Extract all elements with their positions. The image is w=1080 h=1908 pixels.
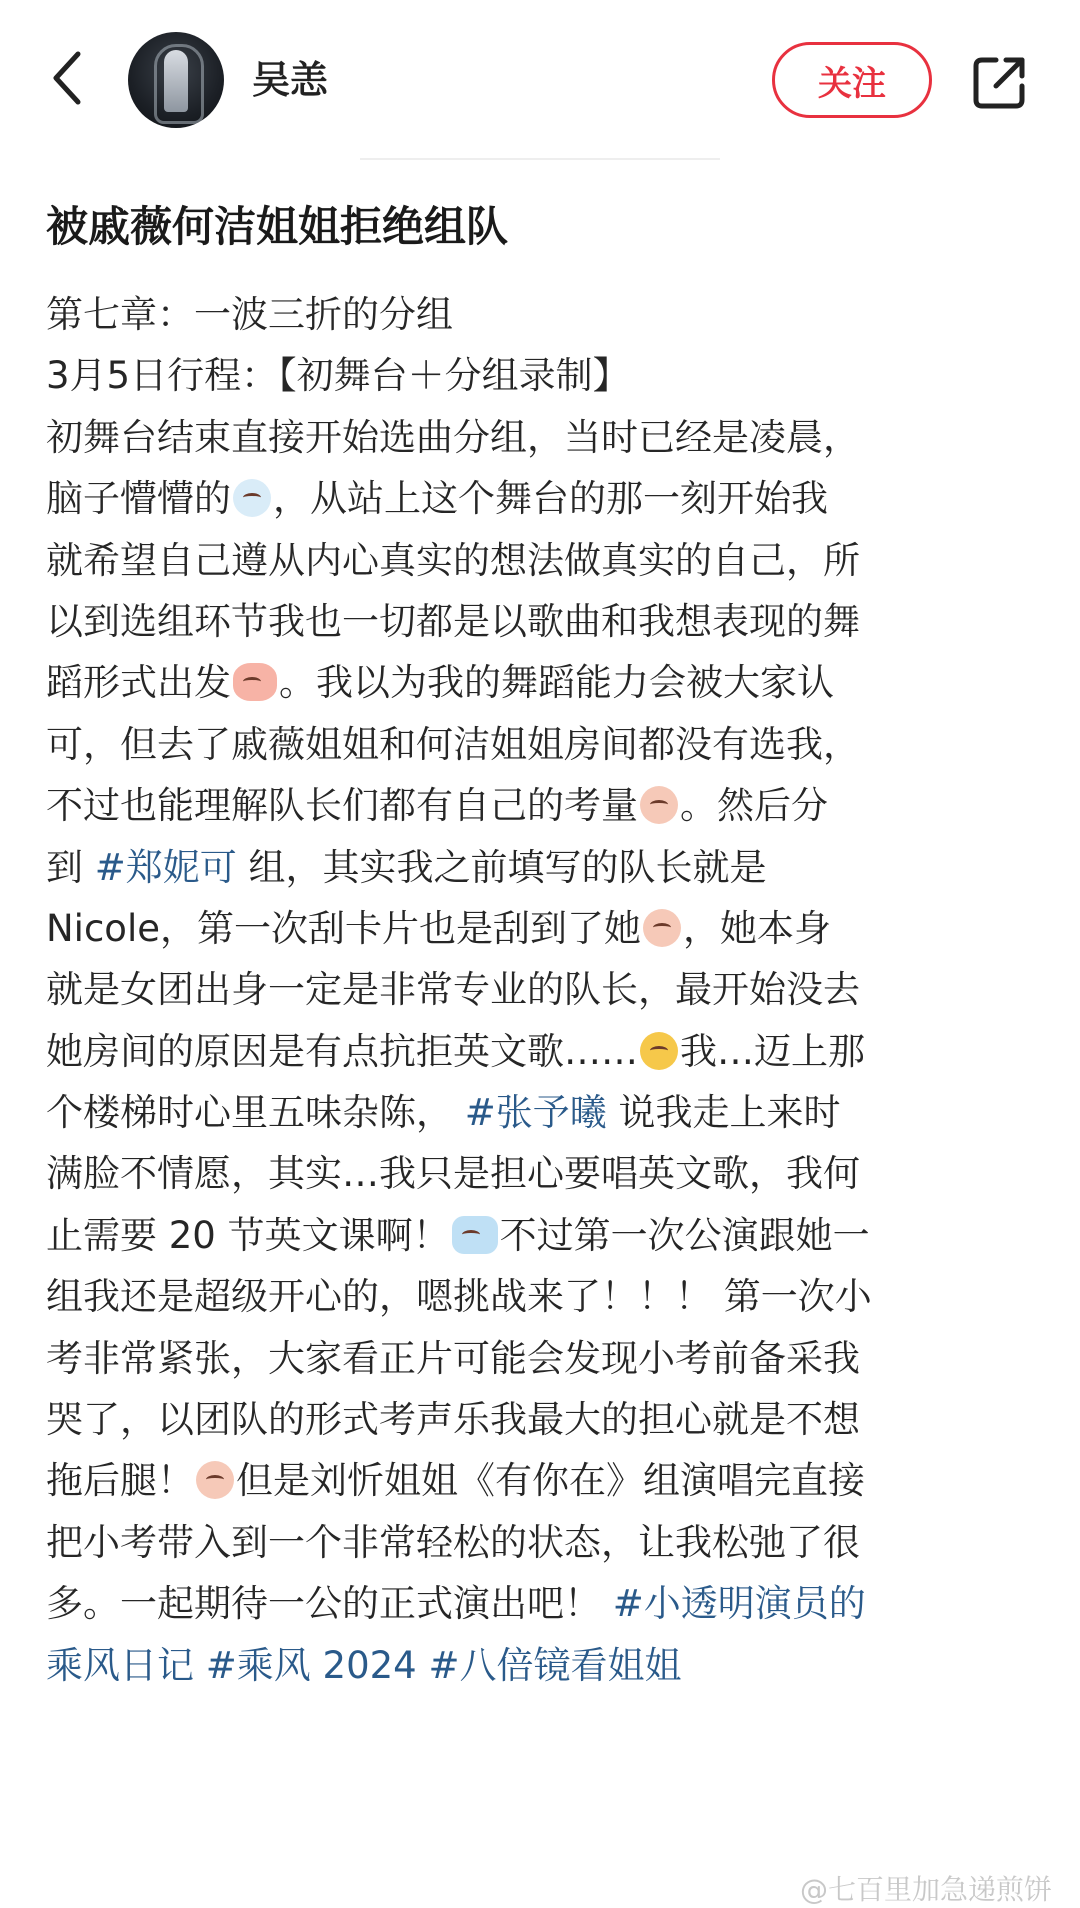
post-text: 止需要 20 节英文课啊！ bbox=[46, 1213, 450, 1257]
cry-emoji-icon bbox=[452, 1216, 498, 1254]
face-emoji-icon bbox=[643, 909, 681, 947]
post-line bbox=[46, 1205, 1046, 1266]
post-text: 满脸不情愿，其实…我只是担心要唱英文歌，我何 bbox=[46, 1152, 860, 1196]
post-text: 不过第一次公演跟她一 bbox=[499, 1213, 870, 1257]
post-text: 拖后腿！ bbox=[46, 1459, 194, 1503]
post-line bbox=[46, 1450, 1046, 1511]
post-text: 哭了，以团队的形式考声乐我最大的担心就是不想 bbox=[46, 1398, 860, 1442]
post-body bbox=[46, 284, 1046, 1696]
post-text: 组，其实我之前填写的队长就是 bbox=[236, 845, 767, 889]
chevron-left-icon bbox=[50, 50, 84, 106]
post-text: 初舞台结束直接开始选曲分组，当时已经是凌晨， bbox=[46, 415, 860, 459]
post-text: 第七章：一波三折的分组 bbox=[46, 293, 453, 336]
hashtag-link[interactable]: #小透明演员的 bbox=[612, 1582, 866, 1626]
hashtag-link[interactable]: #郑妮可 bbox=[94, 845, 237, 889]
post-text: ，从站上这个舞台的那一刻开始我 bbox=[273, 477, 828, 521]
post-line bbox=[46, 1021, 1046, 1082]
post-text bbox=[417, 1644, 429, 1687]
post-text: 把小考带入到一个非常轻松的状态，让我松弛了很 bbox=[46, 1520, 860, 1564]
post-line bbox=[46, 284, 1046, 345]
face-emoji-icon bbox=[640, 786, 678, 824]
post-text: 。我以为我的舞蹈能力会被大家认 bbox=[279, 661, 834, 705]
post-line bbox=[46, 775, 1046, 836]
post-text: 组我还是超级开心的，嗯挑战来了！！！ 第一次小 bbox=[46, 1275, 872, 1319]
share-button[interactable] bbox=[970, 52, 1030, 112]
post-title: 被戚薇何洁姐姐拒绝组队 bbox=[46, 202, 509, 251]
post-text: 但是刘忻姐姐《有你在》组演唱完直接 bbox=[236, 1459, 865, 1503]
post-text: 说我走上来时 bbox=[606, 1091, 841, 1135]
post-text: 可，但去了戚薇姐姐和何洁姐姐房间都没有选我， bbox=[46, 722, 860, 766]
tired-emoji-icon bbox=[640, 1032, 678, 1070]
thumb-emoji-icon bbox=[233, 663, 277, 701]
avatar-figure bbox=[164, 50, 188, 112]
post-line bbox=[46, 652, 1046, 713]
post-line bbox=[46, 1389, 1046, 1450]
post-text: ，她本身 bbox=[682, 906, 831, 950]
post-text: 我…迈上那 bbox=[680, 1029, 865, 1073]
post-line bbox=[46, 1328, 1046, 1389]
hashtag-link[interactable]: 乘风日记 bbox=[46, 1643, 194, 1687]
back-button[interactable] bbox=[42, 42, 92, 114]
post-line bbox=[46, 1082, 1046, 1143]
watermark: @七百里加急递煎饼 bbox=[800, 1873, 1053, 1906]
post-text: 。然后分 bbox=[680, 784, 828, 828]
post-line bbox=[46, 714, 1046, 775]
post-text: 不过也能理解队长们都有自己的考量 bbox=[46, 784, 638, 828]
post-text: 以到选组环节我也一切都是以歌曲和我想表现的舞 bbox=[46, 599, 860, 643]
post-text: 到 bbox=[46, 845, 95, 889]
hashtag-link[interactable]: #八倍镜看姐姐 bbox=[428, 1643, 682, 1687]
sleepy-emoji-icon bbox=[233, 479, 271, 517]
post-text: 蹈形式出发 bbox=[46, 661, 231, 705]
post-text: Nicole，第一次刮卡片也是刮到了她 bbox=[46, 906, 641, 950]
follow-button[interactable]: 关注 bbox=[772, 42, 932, 118]
post-text: 个楼梯时心里五味杂陈， bbox=[46, 1091, 465, 1135]
post-text bbox=[194, 1644, 206, 1687]
share-external-icon bbox=[970, 52, 1030, 112]
username[interactable]: 吴恙 bbox=[252, 58, 329, 102]
hashtag-link[interactable]: #乘风 2024 bbox=[205, 1643, 417, 1687]
post-line bbox=[46, 1573, 1046, 1634]
post-line bbox=[46, 959, 1046, 1020]
post-text: 她房间的原因是有点抗拒英文歌…… bbox=[46, 1029, 638, 1073]
post-text: 考非常紧张，大家看正片可能会发现小考前备采我 bbox=[46, 1336, 860, 1380]
post-line bbox=[46, 898, 1046, 959]
post-line bbox=[46, 345, 1046, 406]
post-line bbox=[46, 1635, 1046, 1696]
post-line bbox=[46, 591, 1046, 652]
post-line bbox=[46, 1512, 1046, 1573]
face-emoji-icon bbox=[196, 1461, 234, 1499]
post-line bbox=[46, 1266, 1046, 1327]
post-line bbox=[46, 407, 1046, 468]
post-text: 就希望自己遵从内心真实的想法做真实的自己，所 bbox=[46, 538, 860, 582]
post-header bbox=[0, 0, 1080, 160]
post-line bbox=[46, 468, 1046, 529]
post-line bbox=[46, 530, 1046, 591]
post-text: 脑子懵懵的 bbox=[46, 477, 231, 521]
post-text: 多。一起期待一公的正式演出吧！ bbox=[46, 1582, 613, 1626]
post-line bbox=[46, 837, 1046, 898]
avatar[interactable] bbox=[128, 32, 224, 128]
post-text: 就是女团出身一定是非常专业的队长，最开始没去 bbox=[46, 968, 860, 1012]
header-divider bbox=[360, 158, 720, 160]
hashtag-link[interactable]: #张予曦 bbox=[464, 1091, 607, 1135]
post-text: 3月5日行程：【初舞台＋分组录制】 bbox=[46, 354, 630, 398]
post-line bbox=[46, 1143, 1046, 1204]
